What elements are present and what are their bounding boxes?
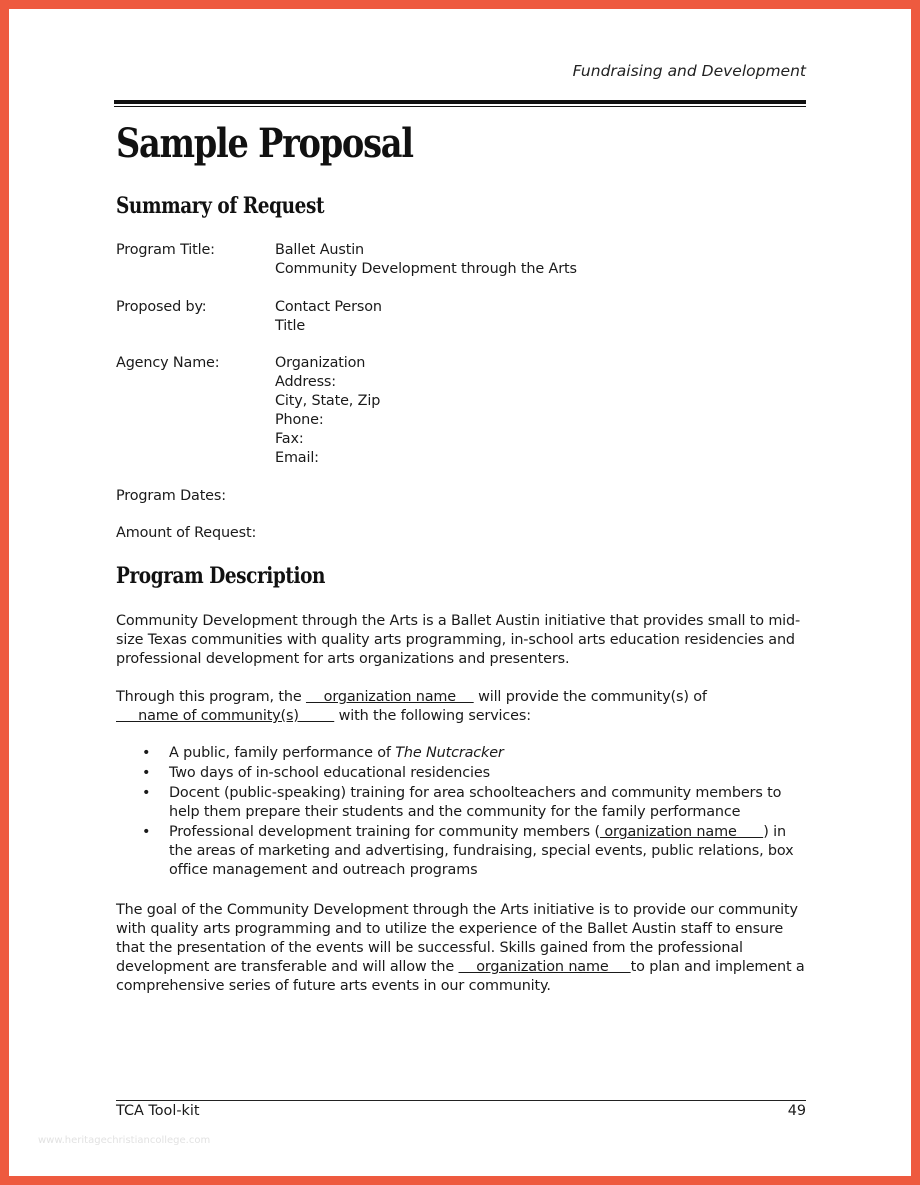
watermark: www.heritagechristiancollege.com: [38, 1135, 211, 1146]
list-item: [116, 764, 806, 783]
text-run: to plan and implement a comprehensive series of future arts events in our community.: [116, 959, 805, 994]
description-paragraph-2: [116, 688, 806, 726]
list-item: [116, 823, 806, 880]
text-run: with the following services:: [334, 708, 531, 724]
fill-in-blank: organization name: [599, 824, 764, 840]
running-header: Fundraising and Development: [572, 62, 806, 80]
field-label: Program Title:: [116, 242, 215, 258]
field-value: Community Development through the Arts: [275, 261, 577, 277]
field-label: Amount of Request:: [116, 525, 257, 541]
field-value: Phone:: [275, 412, 324, 428]
text-run: ) in the areas of marketing and advertising, fundraising, special events, public relations, box office management and outreach programs: [169, 824, 794, 878]
fill-in-blank: name of community(s): [116, 708, 335, 724]
bullet-icon: •: [142, 824, 151, 840]
field-value: City, State, Zip: [275, 393, 381, 409]
field-value: Ballet Austin: [275, 242, 365, 258]
bullet-icon: •: [142, 785, 151, 801]
footer-title: TCA Tool-kit: [116, 1103, 200, 1119]
text-run: Professional development training for community members (: [169, 824, 600, 840]
text-run: will provide the community(s) of: [473, 689, 707, 705]
text-run: Docent (public-speaking) training for area schoolteachers and community members to help them prepare their students and the community for the family performance: [169, 785, 782, 820]
page-number: 49: [787, 1103, 806, 1119]
fill-in-blank: organization name: [305, 689, 474, 705]
list-item: [116, 744, 806, 763]
services-list: [116, 744, 806, 881]
field-value: Contact Person: [275, 299, 382, 315]
field-label: Program Dates:: [116, 488, 226, 504]
bullet-icon: •: [142, 745, 151, 761]
description-paragraph-3: [116, 901, 806, 996]
text-run: Two days of in-school educational residencies: [169, 765, 490, 781]
description-heading: Program Description: [116, 563, 326, 589]
field-value: Fax:: [275, 431, 304, 447]
header-rule: [114, 100, 806, 107]
text-run: The goal of the Community Development through the Arts initiative is to provide our community with quality arts programming and to utilize the experience of the Ballet Austin staff to ensure that the presentation of the events will be successful. Skills gained from the professional development are transferable and will allow the: [116, 902, 798, 975]
bullet-icon: •: [142, 765, 151, 781]
field-value: Title: [275, 318, 306, 334]
italic-title: The Nutcracker: [395, 745, 504, 761]
description-paragraph-1: Community Development through the Arts is a Ballet Austin initiative that provides small to mid-size Texas communities with quality arts programming, in-school arts education residencies and professional development for arts organizations and presenters.: [116, 613, 801, 667]
footer-rule: [116, 1100, 806, 1101]
page-title: Sample Proposal: [116, 120, 413, 167]
text-run: Through this program, the: [116, 689, 306, 705]
field-value: Address:: [275, 374, 336, 390]
field-label: Proposed by:: [116, 299, 207, 315]
field-value: Email:: [275, 450, 319, 466]
list-item: [116, 784, 806, 822]
text-run: A public, family performance of: [169, 745, 396, 761]
field-label: Agency Name:: [116, 355, 220, 371]
summary-heading: Summary of Request: [116, 193, 325, 219]
field-value: Organization: [275, 355, 366, 371]
fill-in-blank: organization name: [458, 959, 631, 975]
